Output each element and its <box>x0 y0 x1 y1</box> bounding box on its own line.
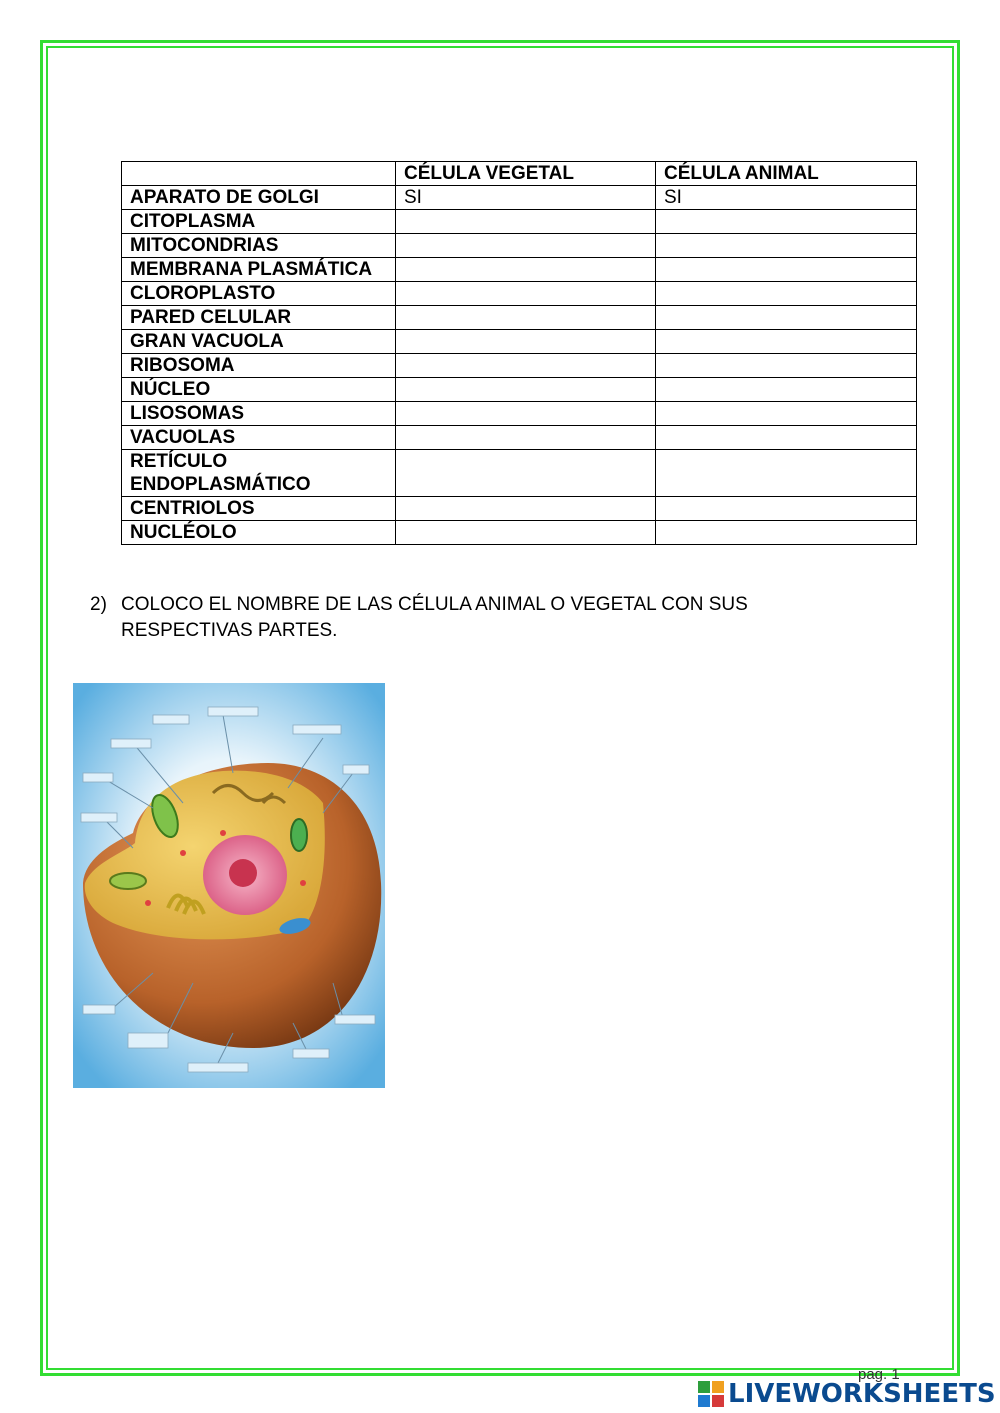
table-row <box>122 354 917 378</box>
mitochondrion <box>110 873 146 889</box>
vegetal-cell[interactable] <box>396 282 656 306</box>
organ-label: CITOPLASMA <box>122 210 396 234</box>
organ-label: RETÍCULO ENDOPLASMÁTICO <box>122 450 396 497</box>
animal-cell[interactable] <box>656 258 917 282</box>
animal-cell-diagram <box>73 683 385 1088</box>
organ-label: LISOSOMAS <box>122 402 396 426</box>
table-row <box>122 306 917 330</box>
organ-label: CLOROPLASTO <box>122 282 396 306</box>
table-row <box>122 450 917 497</box>
organ-label: GRAN VACUOLA <box>122 330 396 354</box>
animal-cell[interactable] <box>656 521 917 545</box>
animal-cell[interactable] <box>656 282 917 306</box>
animal-cell[interactable] <box>656 497 917 521</box>
organ-label: CENTRIOLOS <box>122 497 396 521</box>
table-row <box>122 521 917 545</box>
cell-comparison-table <box>121 161 917 545</box>
animal-cell[interactable] <box>656 378 917 402</box>
organ-label: APARATO DE GOLGI <box>122 186 396 210</box>
vegetal-cell[interactable] <box>396 497 656 521</box>
ribosome <box>180 850 186 856</box>
question-text: COLOCO EL NOMBRE DE LAS CÉLULA ANIMAL O VEGETAL CON SUS RESPECTIVAS PARTES. <box>121 594 748 641</box>
header-vegetal: CÉLULA VEGETAL <box>396 162 656 186</box>
ribosome <box>300 880 306 886</box>
header-animal: CÉLULA ANIMAL <box>656 162 917 186</box>
table-row <box>122 186 917 210</box>
vegetal-cell[interactable] <box>396 354 656 378</box>
vegetal-cell[interactable] <box>396 426 656 450</box>
vegetal-cell[interactable] <box>396 521 656 545</box>
table-row <box>122 330 917 354</box>
table-row <box>122 210 917 234</box>
vegetal-cell[interactable] <box>396 234 656 258</box>
table-row <box>122 378 917 402</box>
organ-label: VACUOLAS <box>122 426 396 450</box>
nucleolus <box>229 859 257 887</box>
table-row <box>122 258 917 282</box>
vegetal-cell[interactable] <box>396 306 656 330</box>
vegetal-cell[interactable] <box>396 378 656 402</box>
brand-name: LIVEWORKSHEETS <box>728 1379 996 1409</box>
mitochondrion <box>291 819 307 851</box>
table-row <box>122 497 917 521</box>
animal-cell[interactable]: SI <box>656 186 917 210</box>
animal-cell[interactable] <box>656 330 917 354</box>
table-row <box>122 402 917 426</box>
vegetal-cell[interactable] <box>396 330 656 354</box>
organ-label: NUCLÉOLO <box>122 521 396 545</box>
table-row <box>122 234 917 258</box>
ribosome <box>145 900 151 906</box>
table-header-row <box>122 162 917 186</box>
liveworksheets-logo-icon <box>698 1381 724 1407</box>
animal-cell[interactable] <box>656 210 917 234</box>
vegetal-cell[interactable]: SI <box>396 186 656 210</box>
animal-cell[interactable] <box>656 306 917 330</box>
vegetal-cell[interactable] <box>396 258 656 282</box>
animal-cell[interactable] <box>656 354 917 378</box>
organ-label: NÚCLEO <box>122 378 396 402</box>
organ-label: PARED CELULAR <box>122 306 396 330</box>
animal-cell[interactable] <box>656 426 917 450</box>
organ-label: RIBOSOMA <box>122 354 396 378</box>
animal-cell[interactable] <box>656 450 917 497</box>
page-number: pag. 1 <box>858 1366 900 1383</box>
vegetal-cell[interactable] <box>396 210 656 234</box>
organ-label: MEMBRANA PLASMÁTICA <box>122 258 396 282</box>
header-empty <box>122 162 396 186</box>
animal-cell[interactable] <box>656 402 917 426</box>
animal-cell[interactable] <box>656 234 917 258</box>
table-row <box>122 282 917 306</box>
liveworksheets-logo <box>698 1378 996 1410</box>
ribosome <box>220 830 226 836</box>
question-number: 2) <box>90 594 107 615</box>
table-row <box>122 426 917 450</box>
organ-label: MITOCONDRIAS <box>122 234 396 258</box>
vegetal-cell[interactable] <box>396 402 656 426</box>
vegetal-cell[interactable] <box>396 450 656 497</box>
